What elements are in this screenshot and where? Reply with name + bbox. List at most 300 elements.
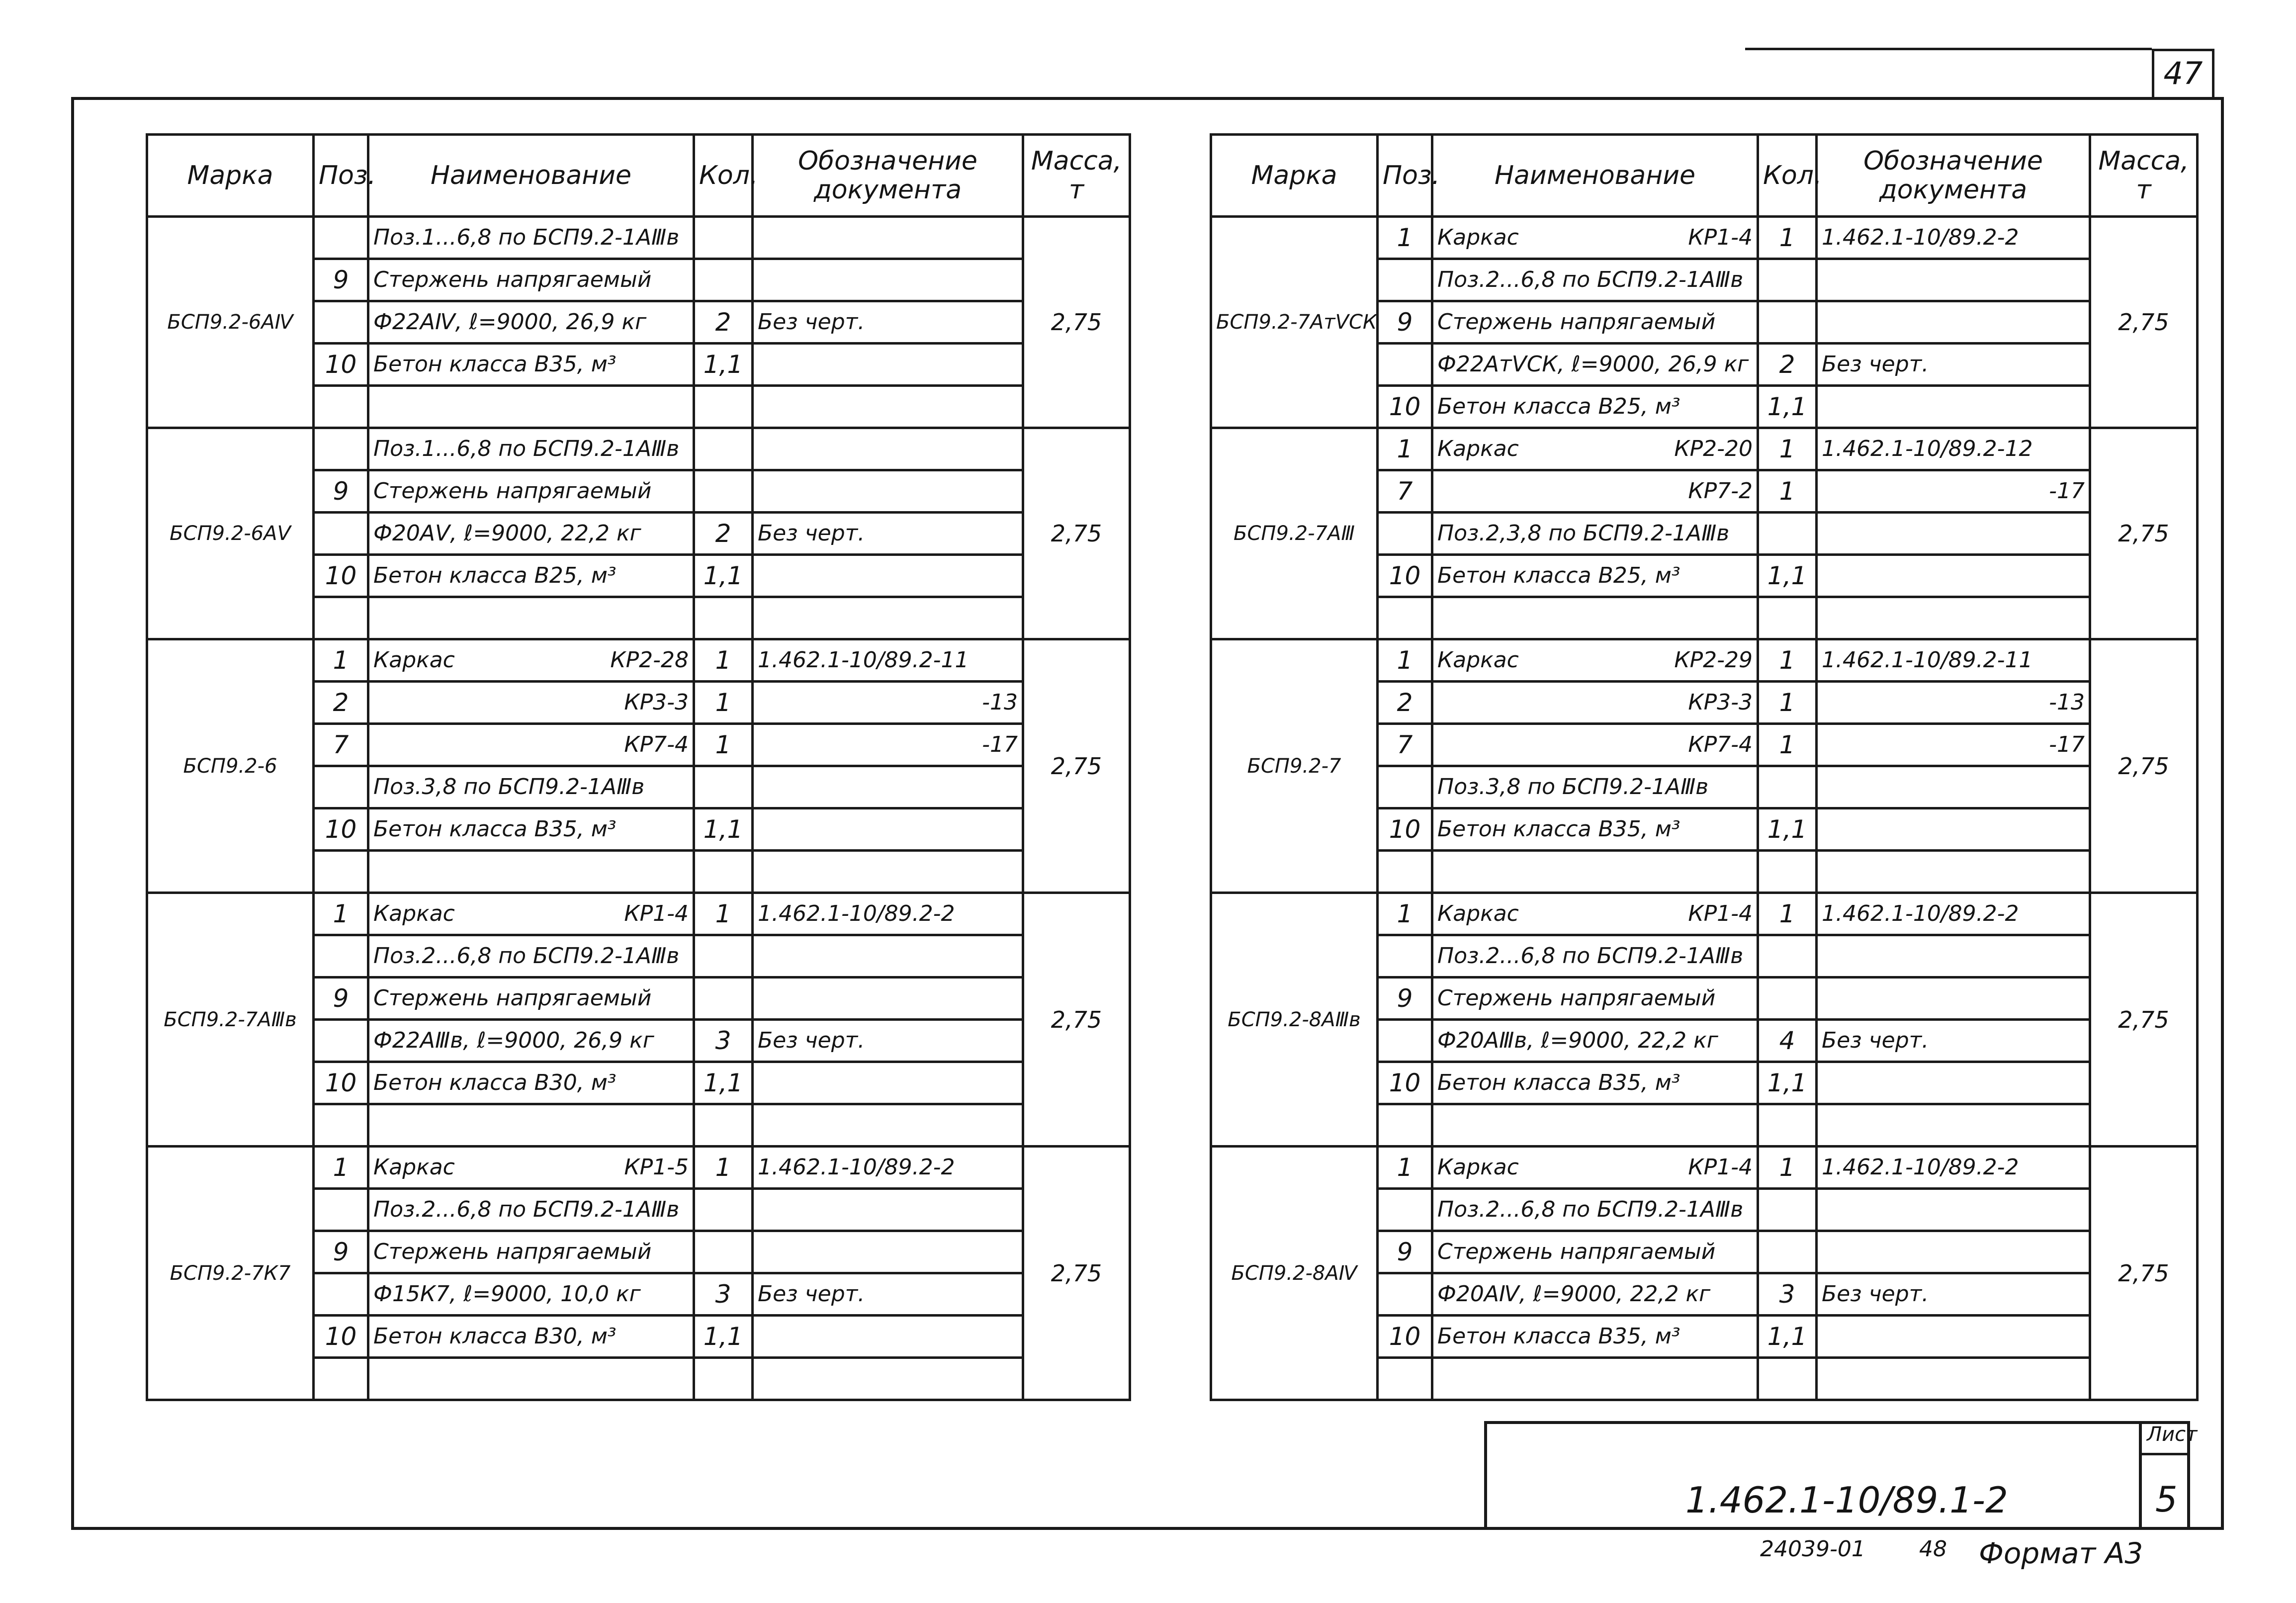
pos-cell <box>314 935 368 978</box>
name-text: Бетон класса В35, м³ <box>1437 1324 1680 1349</box>
name-wrap <box>1437 979 1753 1018</box>
name-cell <box>1432 1189 1758 1231</box>
doc-cell: Без черт. <box>753 513 1023 555</box>
doc-cell <box>1817 1316 2090 1358</box>
name-text: Каркас <box>1437 647 1519 673</box>
name-cell <box>368 386 694 428</box>
marka-cell: БСП9.2-6АⅤ <box>147 428 314 639</box>
doc-cell: -17 <box>1817 724 2090 766</box>
format-label: Формат А3 <box>1979 1536 2143 1570</box>
frame-mark: КР3-3 <box>1688 690 1753 715</box>
left-header-row <box>147 135 1130 217</box>
name-cell <box>368 682 694 724</box>
name-text: Стержень напрягаемый <box>373 1239 652 1264</box>
pos-cell: 10 <box>1378 1316 1432 1358</box>
doc-cell: Без черт. <box>1817 344 2090 386</box>
qty-cell: 4 <box>1758 1020 1817 1062</box>
name-wrap <box>373 430 689 468</box>
name-cell <box>368 1316 694 1358</box>
doc-cell <box>753 555 1023 597</box>
name-cell <box>368 301 694 344</box>
name-text: Бетон класса В30, м³ <box>373 1324 617 1349</box>
pos-cell <box>314 301 368 344</box>
pos-cell: 10 <box>314 344 368 386</box>
name-text: Поз.2...6,8 по БСП9.2-1АⅢв <box>1437 1197 1744 1222</box>
name-text: Каркас <box>1437 225 1519 250</box>
header-pos: Поз. <box>1378 135 1432 217</box>
name-wrap <box>1437 556 1753 595</box>
document-code: 1.462.1-10/89.1-2 <box>1685 1479 2008 1521</box>
doc-cell <box>1817 597 2090 639</box>
qty-cell <box>694 766 753 808</box>
qty-cell: 1 <box>1758 639 1817 682</box>
name-cell <box>368 1147 694 1189</box>
qty-cell: 1 <box>694 639 753 682</box>
doc-cell <box>1817 1062 2090 1104</box>
doc-cell <box>753 217 1023 259</box>
doc-cell: 1.462.1-10/89.2-2 <box>1817 1147 2090 1189</box>
name-wrap <box>373 979 689 1018</box>
pos-cell <box>314 1358 368 1400</box>
header-mass: Масса, т <box>1023 135 1130 217</box>
name-wrap <box>373 1148 689 1187</box>
name-cell <box>1432 555 1758 597</box>
doc-cell: -17 <box>753 724 1023 766</box>
doc-cell: Без черт. <box>1817 1273 2090 1316</box>
name-cell <box>368 1062 694 1104</box>
name-wrap <box>373 937 689 976</box>
pos-cell: 10 <box>1378 386 1432 428</box>
table-row <box>147 1147 1130 1189</box>
frame-mark: КР1-4 <box>1688 1155 1753 1180</box>
pos-cell: 1 <box>314 1147 368 1189</box>
name-text: Ф15К7, ℓ=9000, 10,0 кг <box>373 1281 641 1307</box>
qty-cell: 1 <box>1758 217 1817 259</box>
name-wrap <box>1437 1275 1753 1314</box>
table-row <box>147 428 1130 470</box>
doc-cell <box>753 259 1023 301</box>
name-cell <box>1432 808 1758 851</box>
name-text: Ф20АⅢв, ℓ=9000, 22,2 кг <box>1437 1028 1718 1053</box>
frame-mark: КР3-3 <box>624 690 689 715</box>
name-text: Бетон класса В25, м³ <box>1437 563 1680 588</box>
qty-cell: 1 <box>1758 428 1817 470</box>
name-wrap <box>373 472 689 511</box>
doc-cell: -17 <box>1817 470 2090 513</box>
name-cell <box>368 1231 694 1273</box>
name-wrap <box>373 261 689 299</box>
mass-cell: 2,75 <box>2090 217 2198 428</box>
table-row <box>1211 217 2198 259</box>
name-text: Поз.2...6,8 по БСП9.2-1АⅢв <box>1437 267 1744 292</box>
pos-cell <box>1378 1273 1432 1316</box>
pos-cell: 10 <box>314 808 368 851</box>
name-cell <box>1432 1104 1758 1147</box>
name-text: Бетон класса В25, м³ <box>373 563 617 588</box>
name-cell <box>368 808 694 851</box>
pos-cell: 10 <box>1378 808 1432 851</box>
doc-cell: 1.462.1-10/89.2-2 <box>1817 217 2090 259</box>
mass-cell: 2,75 <box>1023 1147 1130 1400</box>
header-doc: Обозначение документа <box>1817 135 2090 217</box>
doc-cell <box>1817 766 2090 808</box>
name-wrap <box>1437 1190 1753 1229</box>
name-cell <box>368 639 694 682</box>
name-text: Ф22АтⅤСК, ℓ=9000, 26,9 кг <box>1437 352 1749 377</box>
doc-cell <box>753 1358 1023 1400</box>
name-wrap <box>373 1317 689 1356</box>
qty-cell <box>1758 1104 1817 1147</box>
pos-cell: 9 <box>1378 301 1432 344</box>
pos-cell: 10 <box>314 1062 368 1104</box>
name-text: Ф22АⅣ, ℓ=9000, 26,9 кг <box>373 309 647 335</box>
qty-cell: 3 <box>694 1020 753 1062</box>
name-cell <box>1432 1358 1758 1400</box>
qty-cell <box>694 428 753 470</box>
pos-cell <box>314 597 368 639</box>
pos-cell: 9 <box>314 259 368 301</box>
qty-cell <box>694 259 753 301</box>
name-text: Поз.1...6,8 по БСП9.2-1АⅢв <box>373 436 680 461</box>
pos-cell <box>314 766 368 808</box>
doc-cell <box>1817 978 2090 1020</box>
name-wrap <box>1437 768 1753 806</box>
qty-cell <box>1758 259 1817 301</box>
qty-cell <box>694 386 753 428</box>
name-text: Стержень напрягаемый <box>1437 985 1716 1011</box>
frame-mark: КР1-4 <box>1688 225 1753 250</box>
table-row <box>147 639 1130 682</box>
doc-cell <box>753 1104 1023 1147</box>
pos-cell: 1 <box>1378 893 1432 935</box>
name-cell <box>368 724 694 766</box>
header-pos: Поз. <box>314 135 368 217</box>
name-cell <box>1432 639 1758 682</box>
name-text: Поз.3,8 по БСП9.2-1АⅢв <box>373 774 645 800</box>
pos-cell: 7 <box>314 724 368 766</box>
qty-cell: 1,1 <box>694 808 753 851</box>
header-name: Наименование <box>1432 135 1758 217</box>
pos-cell <box>1378 1358 1432 1400</box>
left-spec-body <box>147 217 1130 1400</box>
frame-mark: КР1-4 <box>1688 901 1753 926</box>
name-wrap <box>1437 472 1753 511</box>
qty-cell: 1 <box>1758 1147 1817 1189</box>
name-cell <box>368 344 694 386</box>
marka-cell: БСП9.2-7АⅢ <box>1211 428 1378 639</box>
doc-cell <box>1817 301 2090 344</box>
header-marka: Марка <box>1211 135 1378 217</box>
name-cell <box>368 978 694 1020</box>
name-wrap <box>1437 683 1753 722</box>
name-cell <box>1432 470 1758 513</box>
doc-cell <box>1817 1231 2090 1273</box>
right-spec-body <box>1211 217 2198 1400</box>
qty-cell <box>694 1189 753 1231</box>
qty-cell: 1 <box>694 893 753 935</box>
table-row <box>147 893 1130 935</box>
name-text: Поз.2...6,8 по БСП9.2-1АⅢв <box>1437 943 1744 969</box>
doc-cell: 1.462.1-10/89.2-11 <box>1817 639 2090 682</box>
name-text: Стержень напрягаемый <box>1437 309 1716 335</box>
qty-cell <box>1758 513 1817 555</box>
pos-cell: 10 <box>314 1316 368 1358</box>
name-text: Бетон класса В30, м³ <box>373 1070 617 1095</box>
name-wrap <box>373 303 689 342</box>
name-text: Поз.2,3,8 по БСП9.2-1АⅢв <box>1437 521 1730 546</box>
doc-cell: 1.462.1-10/89.2-2 <box>753 1147 1023 1189</box>
doc-cell: 1.462.1-10/89.2-12 <box>1817 428 2090 470</box>
name-cell <box>1432 513 1758 555</box>
pos-cell <box>1378 344 1432 386</box>
qty-cell: 1 <box>1758 724 1817 766</box>
name-cell <box>1432 1231 1758 1273</box>
name-wrap <box>1437 1021 1753 1060</box>
doc-cell <box>1817 808 2090 851</box>
marka-cell: БСП9.2-7 <box>1211 639 1378 893</box>
qty-cell <box>694 470 753 513</box>
stamp-sheet-divider <box>2139 1421 2142 1530</box>
name-cell <box>368 935 694 978</box>
header-qty: Кол. <box>694 135 753 217</box>
qty-cell <box>1758 301 1817 344</box>
pos-cell <box>1378 766 1432 808</box>
name-wrap <box>373 894 689 933</box>
qty-cell <box>1758 597 1817 639</box>
name-wrap <box>1437 725 1753 764</box>
doc-cell <box>1817 1189 2090 1231</box>
name-cell <box>368 597 694 639</box>
doc-cell <box>1817 1358 2090 1400</box>
name-text: Стержень напрягаемый <box>373 478 652 504</box>
doc-cell <box>1817 1104 2090 1147</box>
name-text: Ф20АⅤ, ℓ=9000, 22,2 кг <box>373 521 641 546</box>
pos-cell: 1 <box>314 639 368 682</box>
marka-cell: БСП9.2-6 <box>147 639 314 893</box>
name-text: Поз.2...6,8 по БСП9.2-1АⅢв <box>373 1197 680 1222</box>
name-text: Каркас <box>1437 436 1519 461</box>
marka-cell: БСП9.2-7АⅢв <box>147 893 314 1147</box>
name-wrap <box>1437 1233 1753 1271</box>
mass-cell: 2,75 <box>1023 217 1130 428</box>
name-text: Бетон класса В25, м³ <box>1437 394 1680 419</box>
name-cell <box>368 428 694 470</box>
pos-cell <box>1378 1189 1432 1231</box>
header-doc: Обозначение документа <box>753 135 1023 217</box>
qty-cell: 1 <box>1758 682 1817 724</box>
qty-cell: 2 <box>1758 344 1817 386</box>
qty-cell <box>694 597 753 639</box>
qty-cell: 1 <box>694 724 753 766</box>
doc-cell <box>753 428 1023 470</box>
pos-cell <box>314 513 368 555</box>
name-cell <box>1432 386 1758 428</box>
name-cell <box>368 851 694 893</box>
qty-cell <box>1758 978 1817 1020</box>
name-cell <box>1432 1020 1758 1062</box>
name-cell <box>1432 766 1758 808</box>
doc-cell <box>1817 851 2090 893</box>
marka-cell: БСП9.2-7К7 <box>147 1147 314 1400</box>
doc-cell: Без черт. <box>1817 1020 2090 1062</box>
pos-cell: 10 <box>1378 555 1432 597</box>
name-text: Каркас <box>1437 1155 1519 1180</box>
qty-cell <box>694 851 753 893</box>
name-cell <box>1432 344 1758 386</box>
mass-cell: 2,75 <box>2090 639 2198 893</box>
pos-cell: 9 <box>314 1231 368 1273</box>
qty-cell: 1,1 <box>694 344 753 386</box>
doc-cell <box>1817 386 2090 428</box>
qty-cell <box>1758 766 1817 808</box>
name-text: Каркас <box>373 647 455 673</box>
name-text: Бетон класса В35, м³ <box>1437 1070 1680 1095</box>
pos-cell <box>314 1189 368 1231</box>
name-text: Ф22АⅢв, ℓ=9000, 26,9 кг <box>373 1028 654 1053</box>
qty-cell: 1,1 <box>694 555 753 597</box>
qty-cell: 1 <box>1758 893 1817 935</box>
name-wrap <box>1437 345 1753 384</box>
qty-cell <box>1758 1358 1817 1400</box>
header-qty: Кол. <box>1758 135 1817 217</box>
name-cell <box>368 555 694 597</box>
qty-cell <box>1758 1189 1817 1231</box>
name-text: Каркас <box>1437 901 1519 926</box>
name-cell <box>368 766 694 808</box>
name-text: Стержень напрягаемый <box>373 985 652 1011</box>
frame-mark: КР7-4 <box>1688 732 1753 757</box>
pos-cell <box>314 1273 368 1316</box>
qty-cell <box>694 1231 753 1273</box>
pos-cell: 1 <box>1378 1147 1432 1189</box>
name-cell <box>1432 428 1758 470</box>
name-cell <box>1432 1147 1758 1189</box>
doc-cell <box>1817 935 2090 978</box>
header-name: Наименование <box>368 135 694 217</box>
stamp-sheet-label-line <box>2139 1453 2190 1455</box>
mass-cell: 2,75 <box>1023 639 1130 893</box>
name-cell <box>368 1020 694 1062</box>
name-text: Бетон класса В35, м³ <box>1437 816 1680 842</box>
doc-cell <box>1817 259 2090 301</box>
pos-cell <box>314 386 368 428</box>
doc-cell <box>1817 513 2090 555</box>
name-wrap <box>1437 514 1753 553</box>
name-wrap <box>373 514 689 553</box>
name-cell <box>368 1358 694 1400</box>
doc-cell: 1.462.1-10/89.2-2 <box>753 893 1023 935</box>
pos-cell: 1 <box>314 893 368 935</box>
doc-cell <box>753 851 1023 893</box>
name-text: Поз.1...6,8 по БСП9.2-1АⅢв <box>373 225 680 250</box>
doc-cell: -13 <box>753 682 1023 724</box>
pos-cell: 10 <box>314 555 368 597</box>
name-wrap <box>373 1190 689 1229</box>
frame-mark: КР2-20 <box>1674 436 1753 461</box>
pos-cell: 1 <box>1378 639 1432 682</box>
right-spec-table <box>1210 133 2199 1401</box>
doc-cell <box>753 386 1023 428</box>
name-text: Поз.2...6,8 по БСП9.2-1АⅢв <box>373 943 680 969</box>
name-cell <box>1432 935 1758 978</box>
header-marka: Марка <box>147 135 314 217</box>
qty-cell: 2 <box>694 301 753 344</box>
name-wrap <box>1437 387 1753 426</box>
doc-cell: Без черт. <box>753 1020 1023 1062</box>
qty-cell <box>694 978 753 1020</box>
inventory-number: 24039-01 <box>1760 1536 1865 1562</box>
pos-cell: 1 <box>1378 217 1432 259</box>
name-cell <box>368 1273 694 1316</box>
qty-cell: 1,1 <box>694 1062 753 1104</box>
qty-cell <box>1758 1231 1817 1273</box>
qty-cell: 1,1 <box>1758 808 1817 851</box>
pos-cell <box>314 217 368 259</box>
name-wrap <box>1437 810 1753 849</box>
mass-cell: 2,75 <box>1023 893 1130 1147</box>
left-spec-table <box>146 133 1131 1401</box>
name-cell <box>368 1189 694 1231</box>
top-border-line <box>1745 48 2152 50</box>
pos-cell <box>1378 1020 1432 1062</box>
sheet-number: 5 <box>2155 1479 2178 1520</box>
pos-cell <box>314 1020 368 1062</box>
name-wrap <box>373 683 689 722</box>
doc-cell <box>753 1231 1023 1273</box>
qty-cell <box>1758 851 1817 893</box>
frame-mark: КР1-5 <box>624 1155 689 1180</box>
qty-cell: 1,1 <box>694 1316 753 1358</box>
name-text: Бетон класса В35, м³ <box>373 816 617 842</box>
pos-cell <box>1378 513 1432 555</box>
pos-cell: 2 <box>314 682 368 724</box>
name-cell <box>1432 1062 1758 1104</box>
pos-cell: 9 <box>1378 978 1432 1020</box>
qty-cell <box>1758 935 1817 978</box>
qty-cell: 1,1 <box>1758 386 1817 428</box>
doc-cell <box>753 1316 1023 1358</box>
doc-cell <box>1817 555 2090 597</box>
name-wrap <box>1437 1064 1753 1102</box>
doc-cell <box>753 1189 1023 1231</box>
name-wrap <box>373 1021 689 1060</box>
name-cell <box>1432 978 1758 1020</box>
frame-mark: КР7-2 <box>1688 478 1753 504</box>
name-cell <box>1432 597 1758 639</box>
doc-cell: 1.462.1-10/89.2-2 <box>1817 893 2090 935</box>
pos-cell: 1 <box>1378 428 1432 470</box>
doc-cell <box>753 1062 1023 1104</box>
doc-cell: Без черт. <box>753 1273 1023 1316</box>
pos-cell: 9 <box>314 470 368 513</box>
inventory-page: 48 <box>1919 1536 1947 1562</box>
header-mass: Масса, т <box>2090 135 2198 217</box>
qty-cell: 1,1 <box>1758 1316 1817 1358</box>
name-cell <box>1432 851 1758 893</box>
pos-cell: 10 <box>1378 1062 1432 1104</box>
pos-cell: 7 <box>1378 724 1432 766</box>
name-cell <box>368 1104 694 1147</box>
name-wrap <box>373 218 689 257</box>
name-text: Поз.3,8 по БСП9.2-1АⅢв <box>1437 774 1709 800</box>
corner-page-number: 47 <box>2152 49 2214 97</box>
name-wrap <box>1437 430 1753 468</box>
mass-cell: 2,75 <box>2090 893 2198 1147</box>
name-cell <box>1432 893 1758 935</box>
qty-cell <box>694 1104 753 1147</box>
name-text: Ф20АⅣ, ℓ=9000, 22,2 кг <box>1437 1281 1711 1307</box>
mass-cell: 2,75 <box>2090 428 2198 639</box>
